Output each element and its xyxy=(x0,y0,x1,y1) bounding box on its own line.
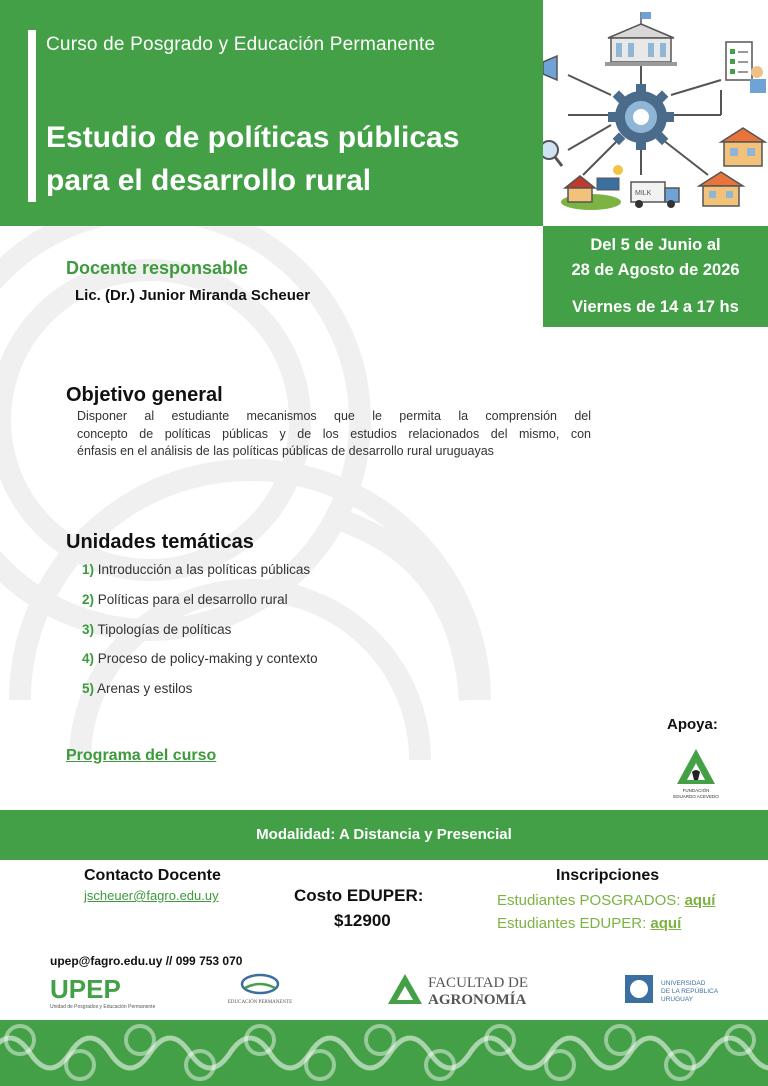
inscripciones-heading: Inscripciones xyxy=(556,867,660,884)
date-range-line-2: 28 de Agosto de 2026 xyxy=(571,261,740,279)
svg-text:AGRONOMÍA: AGRONOMÍA xyxy=(428,992,527,1008)
svg-text:FUNDACIÓN: FUNDACIÓN xyxy=(682,788,710,793)
svg-text:FACULTAD DE: FACULTAD DE xyxy=(428,975,529,991)
logos-row xyxy=(0,968,768,1018)
government-building-icon xyxy=(605,12,677,66)
svg-text:MILK: MILK xyxy=(635,190,652,197)
svg-text:DE LA REPÚBLICA: DE LA REPÚBLICA xyxy=(661,988,719,995)
contacto-heading: Contacto Docente xyxy=(84,867,221,884)
facultad-agronomia-logo xyxy=(388,974,528,1008)
upep-contact: upep@fagro.edu.uy // 099 753 070 xyxy=(50,954,243,968)
docente-name: Lic. (Dr.) Junior Miranda Scheuer xyxy=(75,287,311,304)
list-item xyxy=(82,651,318,666)
modalidad-banner: Modalidad: A Distancia y Presencial xyxy=(0,810,768,860)
list-item xyxy=(82,622,231,637)
contacto-email-link[interactable]: jscheuer@fagro.edu.uy xyxy=(84,888,219,903)
apoya-label: Apoya: xyxy=(667,716,718,733)
unidades-heading: Unidades temáticas xyxy=(66,531,254,553)
title-line-2: para el desarrollo rural xyxy=(46,164,372,197)
unit-text: Introducción a las políticas públicas xyxy=(97,562,311,577)
costo-label: Costo EDUPER: xyxy=(294,886,424,905)
list-item xyxy=(82,681,192,696)
schedule-text: Viernes de 14 a 17 hs xyxy=(572,298,739,316)
svg-text:URUGUAY: URUGUAY xyxy=(661,996,694,1003)
eduper-link[interactable]: aquí xyxy=(650,915,682,932)
footer-pattern xyxy=(0,1020,768,1086)
header-banner xyxy=(0,0,543,226)
svg-text:Unidad de Posgrados y Educació: Unidad de Posgrados y Educación Permanente xyxy=(50,1004,156,1010)
unit-text: Políticas para el desarrollo rural xyxy=(97,592,288,607)
docente-heading: Docente responsable xyxy=(66,258,249,278)
header-accent-bar xyxy=(28,30,36,202)
megaphone-icon xyxy=(543,56,557,80)
magnifier-icon xyxy=(543,141,562,166)
title-line-1: Estudio de políticas públicas xyxy=(46,121,460,154)
gear-icon xyxy=(608,84,674,150)
unit-text: Tipologías de políticas xyxy=(97,622,232,637)
checklist-icon xyxy=(726,42,766,93)
svg-text:UPEP: UPEP xyxy=(50,974,121,1004)
upep-logo xyxy=(50,974,156,1010)
objetivo-line-3: énfasis en el análisis de las políticas públicas de desarrollo rural uruguayas xyxy=(77,444,494,458)
posgrados-link[interactable]: aquí xyxy=(684,892,716,909)
costo-value: $12900 xyxy=(334,911,391,930)
farm-icon xyxy=(561,165,623,210)
house-icon xyxy=(699,172,743,206)
inscripcion-eduper xyxy=(497,915,681,932)
fundacion-logo xyxy=(665,746,727,802)
date-range-line-1: Del 5 de Junio al xyxy=(590,236,721,254)
unit-text: Arenas y estilos xyxy=(97,681,193,696)
unit-number: 4) xyxy=(82,651,95,666)
programa-link[interactable]: Programa del curso xyxy=(66,747,217,764)
eduper-label: Estudiantes EDUPER: xyxy=(497,915,647,932)
policy-illustration xyxy=(543,0,768,226)
unit-number: 3) xyxy=(82,622,95,637)
objetivo-heading: Objetivo general xyxy=(66,384,223,406)
educacion-permanente-logo xyxy=(228,975,292,1005)
header-subtitle: Curso de Posgrado y Educación Permanente xyxy=(46,34,436,55)
page-title xyxy=(46,116,536,202)
svg-text:EDUCACIÓN PERMANENTE: EDUCACIÓN PERMANENTE xyxy=(227,1000,293,1005)
posgrados-label: Estudiantes POSGRADOS: xyxy=(497,892,681,909)
svg-text:EDUARDO ACEVEDO: EDUARDO ACEVEDO xyxy=(673,794,719,799)
date-box xyxy=(543,226,768,327)
list-item xyxy=(82,562,310,577)
list-item xyxy=(82,592,288,607)
unit-number: 5) xyxy=(82,681,95,696)
objetivo-line-1: Disponer al estudiante mecanismos que le permita la comprensión del xyxy=(77,409,591,423)
objetivo-text xyxy=(77,408,591,461)
unit-text: Proceso de policy-making y contexto xyxy=(97,651,318,666)
house-icon xyxy=(721,128,765,166)
milk-truck-icon xyxy=(631,182,679,208)
udelar-logo xyxy=(625,975,719,1003)
objetivo-line-2: concepto de políticas públicas y de los estudios relacionados del mismo, con xyxy=(77,426,591,441)
svg-text:UNIVERSIDAD: UNIVERSIDAD xyxy=(661,980,706,987)
unit-number: 2) xyxy=(82,592,95,607)
inscripcion-posgrados xyxy=(497,892,715,909)
unit-number: 1) xyxy=(82,562,95,577)
